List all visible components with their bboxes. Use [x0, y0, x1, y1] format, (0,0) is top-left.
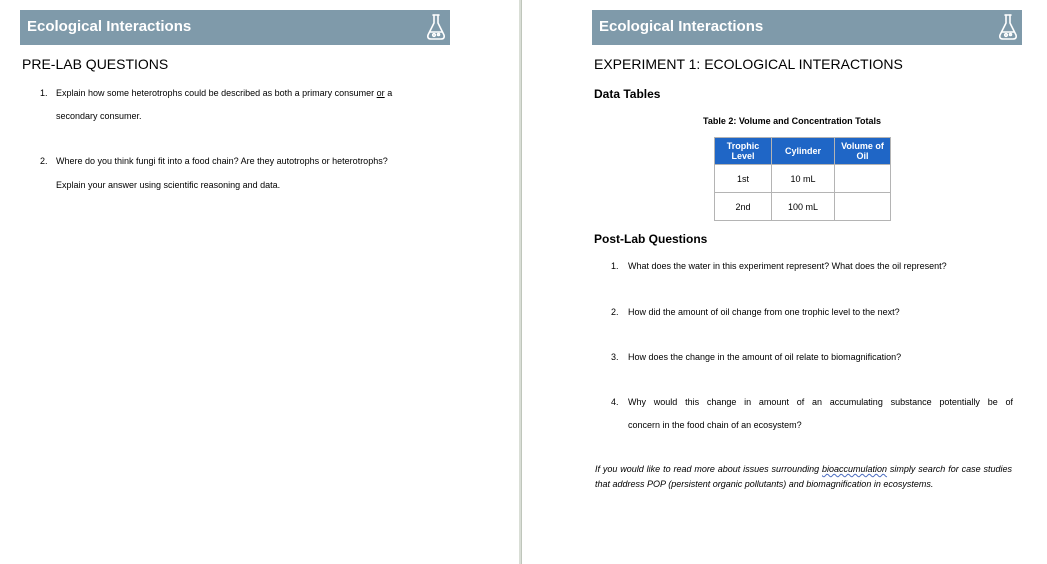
question-text: Why would this change in amount of an accumulating substance potentially be of: [628, 397, 1013, 407]
page-header: [592, 10, 1022, 45]
flask-icon: [997, 13, 1019, 41]
table-cell: 100 mL: [772, 193, 835, 221]
data-table: [714, 137, 891, 221]
table-cell-input[interactable]: [835, 193, 891, 221]
note-text: simply search for case studies that address POP (persistent organic pollutants) and biomagnification in ecosystems.: [595, 464, 1013, 489]
table-cell: 2nd: [715, 193, 772, 221]
question-number: 2.: [40, 156, 48, 166]
question-text-cont: Explain your answer using scientific reasoning and data.: [56, 180, 281, 190]
section-title: PRE-LAB QUESTIONS: [22, 56, 169, 72]
question-text-part: Explain how some heterotrophs could be described as both a primary consumer: [56, 88, 377, 98]
question-number: 3.: [611, 352, 619, 362]
question-text: How did the amount of oil change from one trophic level to the next?: [628, 307, 900, 317]
question-text: What does the water in this experiment represent? What does the oil represent?: [628, 261, 947, 271]
table-cell: 1st: [715, 165, 772, 193]
header-title: Ecological Interactions: [27, 18, 192, 35]
question-text-cont: secondary consumer.: [56, 111, 142, 121]
header-cell: Volume of Oil: [835, 138, 891, 165]
page-left: [0, 0, 519, 564]
question-text-part: a: [384, 88, 393, 98]
question-number: 1.: [611, 261, 619, 271]
question-number: 2.: [611, 307, 619, 317]
header-cell: Cylinder: [772, 138, 835, 165]
question-text-cont: concern in the food chain of an ecosystem?: [628, 420, 802, 430]
question-text: [56, 88, 392, 98]
emphasis-or: or: [376, 88, 385, 98]
header-title: Ecological Interactions: [599, 18, 764, 35]
table-header-row: [715, 138, 891, 165]
question-text: How does the change in the amount of oil relate to biomagnification?: [628, 352, 902, 362]
data-tables-label: Data Tables: [594, 87, 661, 101]
table-row: [715, 193, 891, 221]
section-title: EXPERIMENT 1: ECOLOGICAL INTERACTIONS: [594, 56, 903, 72]
note-text: If you would like to read more about issues surrounding: [595, 464, 822, 474]
question-number: 4.: [611, 397, 619, 407]
flask-icon: [425, 13, 447, 41]
header-cell: Trophic Level: [715, 138, 772, 165]
table-row: [715, 165, 891, 193]
question-number: 1.: [40, 88, 48, 98]
page-header: [20, 10, 450, 45]
table-cell-input[interactable]: [835, 165, 891, 193]
table-cell: 10 mL: [772, 165, 835, 193]
question-text: Where do you think fungi fit into a food chain? Are they autotrophs or heterotrophs?: [56, 156, 388, 166]
postlab-label: Post-Lab Questions: [594, 232, 708, 246]
further-reading-note: [595, 462, 1012, 492]
table-caption: Table 2: Volume and Concentration Totals: [703, 116, 882, 126]
page-right: [522, 0, 1047, 564]
note-keyword: bioaccumulation: [821, 464, 888, 474]
